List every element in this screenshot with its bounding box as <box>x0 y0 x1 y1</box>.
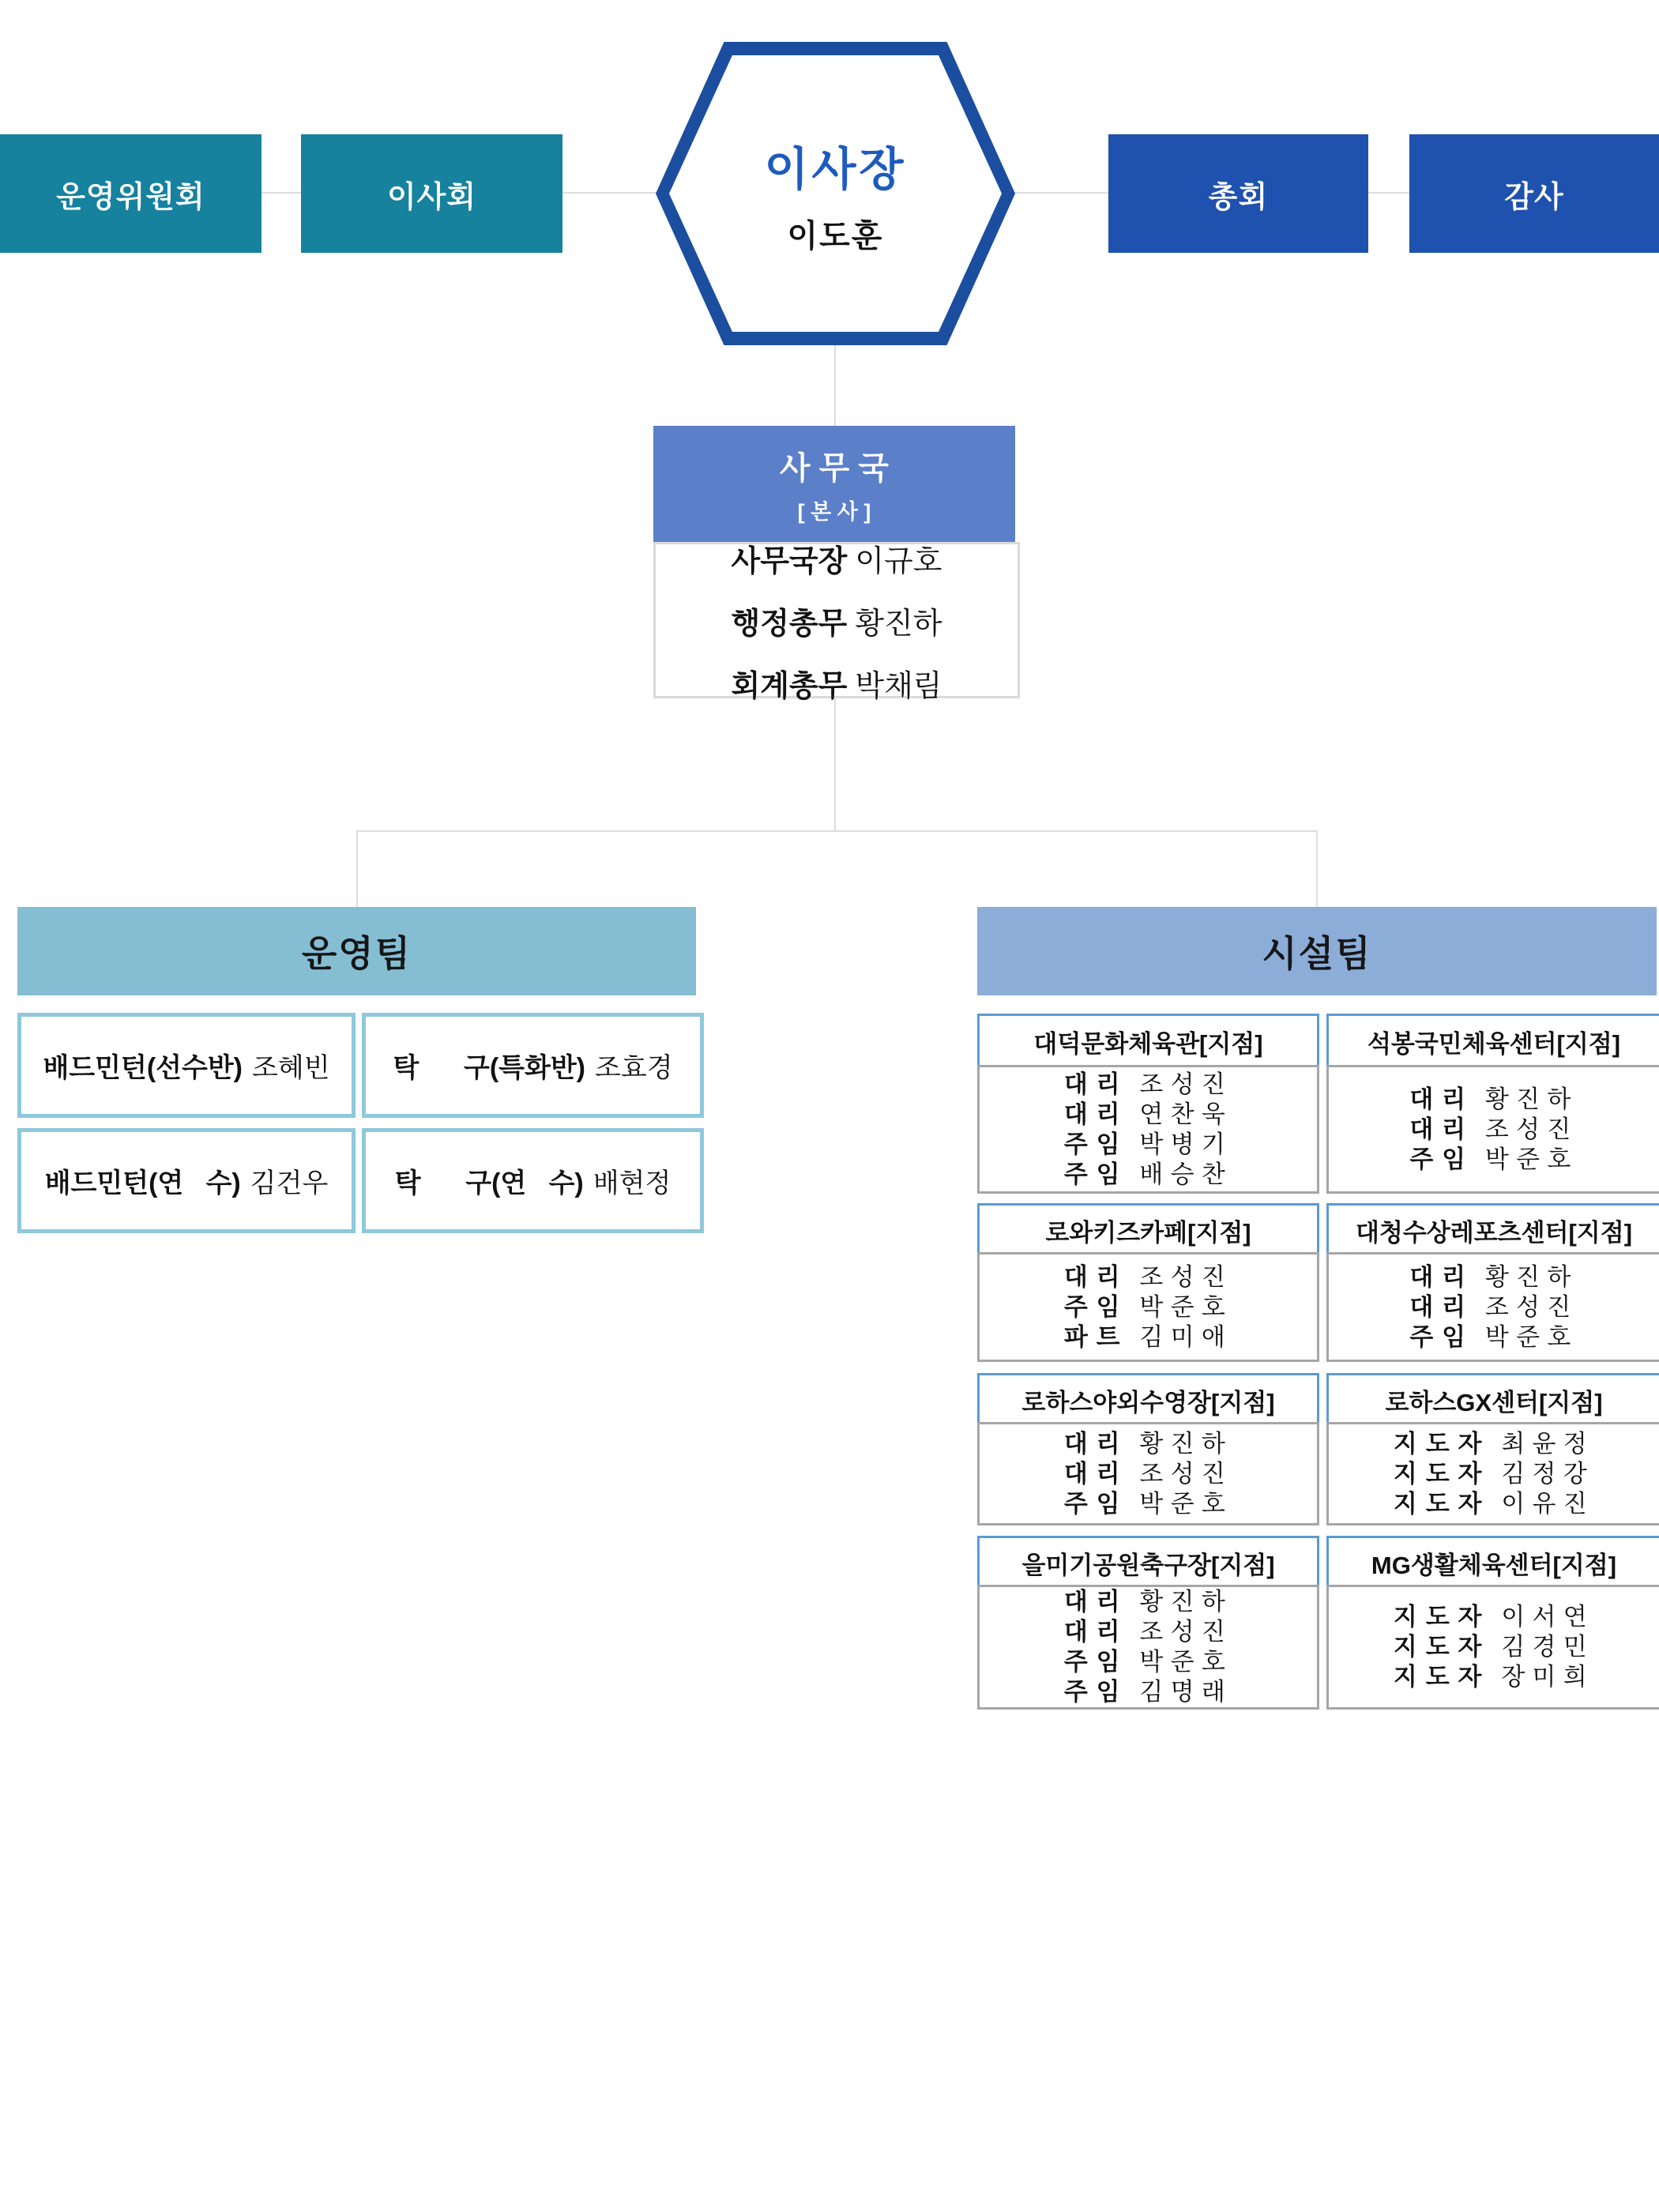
staff-line <box>1064 1130 1232 1160</box>
facility-title-lohas-outdoor-pool <box>977 1373 1319 1427</box>
node-general-assembly-label: 총회 <box>1208 180 1269 214</box>
office-staff-line <box>732 536 942 580</box>
staff-line <box>1409 1322 1578 1352</box>
node-auditor-label: 감사 <box>1504 180 1564 214</box>
staff-name: 연찬욱 <box>1139 1100 1233 1128</box>
staff-role: 대리 <box>1063 1588 1129 1616</box>
node-general-assembly <box>1108 134 1368 253</box>
staff-name: 김미애 <box>1139 1322 1233 1351</box>
staff-name: 조성진 <box>1139 1262 1233 1291</box>
operations-box-label: 탁 구(특화반) <box>393 1053 585 1083</box>
facility-title-eulmigi-soccer-field <box>977 1536 1319 1589</box>
facility-staff-lohas-gx-center <box>1326 1422 1659 1525</box>
staff-role: 지도자 <box>1393 1603 1491 1631</box>
facility-title-text: 을미기공원축구장[지점] <box>1021 1551 1275 1579</box>
facility-staff-daecheong-water-sports <box>1326 1252 1659 1362</box>
staff-role: 주임 <box>1063 1160 1129 1188</box>
operations-box-badminton-player <box>17 1013 356 1118</box>
staff-role: 주임 <box>1409 1322 1474 1351</box>
staff-name: 김정강 <box>1501 1459 1595 1488</box>
office-staff-line <box>732 599 942 642</box>
connector-facilities-drop-line <box>1316 830 1318 908</box>
staff-name: 이서연 <box>1501 1603 1595 1631</box>
office-staff-name: 이규호 <box>855 544 942 578</box>
staff-name: 조성진 <box>1484 1292 1578 1321</box>
facility-staff-seokbong <box>1326 1065 1659 1194</box>
node-office-header <box>653 426 1015 542</box>
node-chairman-hexagon <box>656 42 1015 345</box>
staff-line <box>1064 1070 1232 1100</box>
office-staff-line <box>732 661 942 705</box>
staff-role: 주임 <box>1063 1489 1129 1518</box>
staff-role: 대리 <box>1409 1262 1474 1291</box>
staff-name: 배승찬 <box>1139 1160 1233 1188</box>
staff-name: 이유진 <box>1501 1489 1595 1518</box>
office-staff-role: 행정총무 <box>731 607 848 641</box>
staff-line <box>1394 1602 1594 1632</box>
staff-name: 황진하 <box>1484 1262 1578 1291</box>
staff-role: 대리 <box>1063 1070 1129 1098</box>
staff-name: 박준호 <box>1139 1648 1233 1676</box>
facility-title-daecheong-water-sports <box>1326 1203 1659 1257</box>
facility-title-text: MG생활체육센터[지점] <box>1371 1551 1617 1579</box>
staff-role: 대리 <box>1063 1459 1129 1488</box>
operations-box-name: 조효경 <box>595 1053 673 1083</box>
chairman-name: 이도훈 <box>787 218 884 254</box>
staff-name: 조성진 <box>1139 1459 1233 1488</box>
staff-line <box>1064 1292 1232 1322</box>
staff-name: 박준호 <box>1139 1292 1233 1321</box>
staff-role: 대리 <box>1409 1085 1474 1113</box>
staff-role: 주임 <box>1063 1648 1129 1676</box>
staff-line <box>1394 1632 1594 1662</box>
staff-role: 대리 <box>1063 1429 1129 1458</box>
staff-line <box>1064 1489 1232 1519</box>
operations-box-name: 조혜빈 <box>252 1053 330 1083</box>
staff-name: 박준호 <box>1484 1322 1578 1351</box>
staff-name: 박준호 <box>1139 1489 1233 1518</box>
staff-role: 대리 <box>1063 1100 1129 1128</box>
staff-line <box>1394 1459 1594 1489</box>
staff-role: 주임 <box>1063 1130 1129 1158</box>
staff-line <box>1064 1322 1232 1352</box>
staff-line <box>1394 1662 1594 1692</box>
staff-name: 박병기 <box>1139 1130 1233 1158</box>
staff-role: 지도자 <box>1393 1633 1491 1661</box>
node-office-staff <box>653 542 1020 703</box>
staff-role: 대리 <box>1409 1292 1474 1321</box>
operations-box-label: 배드민턴(선수반) <box>43 1053 243 1083</box>
staff-name: 황진하 <box>1139 1429 1233 1458</box>
operations-team-header <box>17 907 696 995</box>
operations-box-name: 배현정 <box>592 1168 672 1198</box>
chairman-title: 이사장 <box>764 143 907 195</box>
staff-name: 김명래 <box>1139 1678 1233 1706</box>
staff-line <box>1409 1085 1578 1115</box>
node-steering-committee <box>0 134 261 253</box>
staff-name: 조성진 <box>1139 1618 1233 1646</box>
facility-title-mg-sports-center <box>1326 1536 1659 1589</box>
connector-office-drop-line <box>834 691 836 832</box>
node-board-of-directors-label: 이사회 <box>386 180 477 214</box>
operations-box-label: 탁 구(연 수) <box>394 1168 584 1198</box>
staff-line <box>1064 1587 1232 1617</box>
facility-staff-mg-sports-center <box>1326 1585 1659 1710</box>
staff-name: 박준호 <box>1484 1145 1578 1173</box>
staff-role: 파트 <box>1063 1322 1129 1351</box>
staff-line <box>1064 1617 1232 1647</box>
staff-role: 주임 <box>1063 1292 1129 1321</box>
facility-staff-daedeok <box>977 1065 1319 1194</box>
staff-line <box>1064 1459 1232 1489</box>
staff-role: 대리 <box>1063 1618 1129 1646</box>
node-board-of-directors <box>301 134 562 253</box>
staff-line <box>1064 1160 1232 1190</box>
facility-title-text: 로하스GX센터[지점] <box>1385 1388 1603 1416</box>
office-staff-name: 황진하 <box>855 607 942 641</box>
facility-title-lowa-kids-cafe <box>977 1203 1319 1257</box>
facility-title-text: 석봉국민체육센터[지점] <box>1367 1030 1621 1058</box>
facility-title-text: 로와키즈카페[지점] <box>1045 1218 1251 1247</box>
facility-title-seokbong <box>1326 1014 1659 1070</box>
staff-line <box>1064 1677 1232 1707</box>
facility-title-lohas-gx-center <box>1326 1373 1659 1427</box>
facility-title-text: 로하스야외수영장[지점] <box>1021 1388 1275 1416</box>
facility-title-text: 대덕문화체육관[지점] <box>1033 1030 1263 1058</box>
chairman-text-group <box>656 42 1015 345</box>
connector-teams-horizontal-line <box>356 830 1318 832</box>
facility-staff-eulmigi-soccer-field <box>977 1585 1319 1710</box>
staff-role: 대리 <box>1063 1262 1129 1291</box>
staff-line <box>1064 1429 1232 1459</box>
facility-title-daedeok <box>977 1014 1319 1070</box>
staff-role: 지도자 <box>1393 1459 1491 1488</box>
staff-line <box>1409 1115 1578 1145</box>
staff-role: 지도자 <box>1393 1429 1491 1458</box>
staff-name: 장미희 <box>1501 1663 1595 1691</box>
staff-role: 지도자 <box>1393 1489 1491 1518</box>
office-staff-name: 박채림 <box>855 669 942 703</box>
office-subtitle: [ 본 사 ] <box>797 499 871 524</box>
staff-line <box>1064 1262 1232 1292</box>
staff-role: 주임 <box>1063 1678 1129 1706</box>
operations-box-name: 김건우 <box>250 1168 329 1198</box>
facilities-team-header <box>977 907 1657 995</box>
facility-staff-lowa-kids-cafe <box>977 1252 1319 1362</box>
staff-role: 대리 <box>1409 1115 1474 1143</box>
facilities-team-title: 시설팀 <box>1262 933 1372 974</box>
office-title: 사 무 국 <box>779 450 890 486</box>
staff-line <box>1064 1100 1232 1130</box>
staff-name: 조성진 <box>1139 1070 1233 1098</box>
staff-line <box>1394 1429 1594 1459</box>
operations-team-title: 운영팀 <box>301 933 412 974</box>
staff-role: 지도자 <box>1393 1663 1491 1691</box>
staff-line <box>1409 1262 1578 1292</box>
staff-line <box>1394 1489 1594 1519</box>
staff-name: 조성진 <box>1484 1115 1578 1143</box>
facility-title-text: 대청수상레포츠센터[지점] <box>1355 1218 1633 1247</box>
staff-line <box>1409 1145 1578 1175</box>
operations-box-label: 배드민턴(연 수) <box>44 1168 241 1198</box>
staff-line <box>1064 1647 1232 1677</box>
operations-box-badminton-training <box>17 1128 356 1233</box>
facility-staff-lohas-outdoor-pool <box>977 1422 1319 1525</box>
staff-role: 주임 <box>1409 1145 1474 1173</box>
staff-name: 황진하 <box>1484 1085 1578 1113</box>
office-staff-role: 회계총무 <box>731 669 848 703</box>
staff-name: 최윤정 <box>1501 1429 1595 1458</box>
staff-name: 황진하 <box>1139 1588 1233 1616</box>
node-steering-committee-label: 운영위원회 <box>56 180 205 214</box>
connector-chairman-office-line <box>834 345 836 426</box>
operations-box-tabletennis-training <box>362 1128 704 1233</box>
staff-line <box>1409 1292 1578 1322</box>
connector-operations-drop-line <box>356 830 358 908</box>
operations-box-tabletennis-special <box>362 1013 704 1118</box>
node-auditor <box>1409 134 1659 253</box>
staff-name: 김경민 <box>1501 1633 1595 1661</box>
office-staff-role: 사무국장 <box>731 544 848 578</box>
